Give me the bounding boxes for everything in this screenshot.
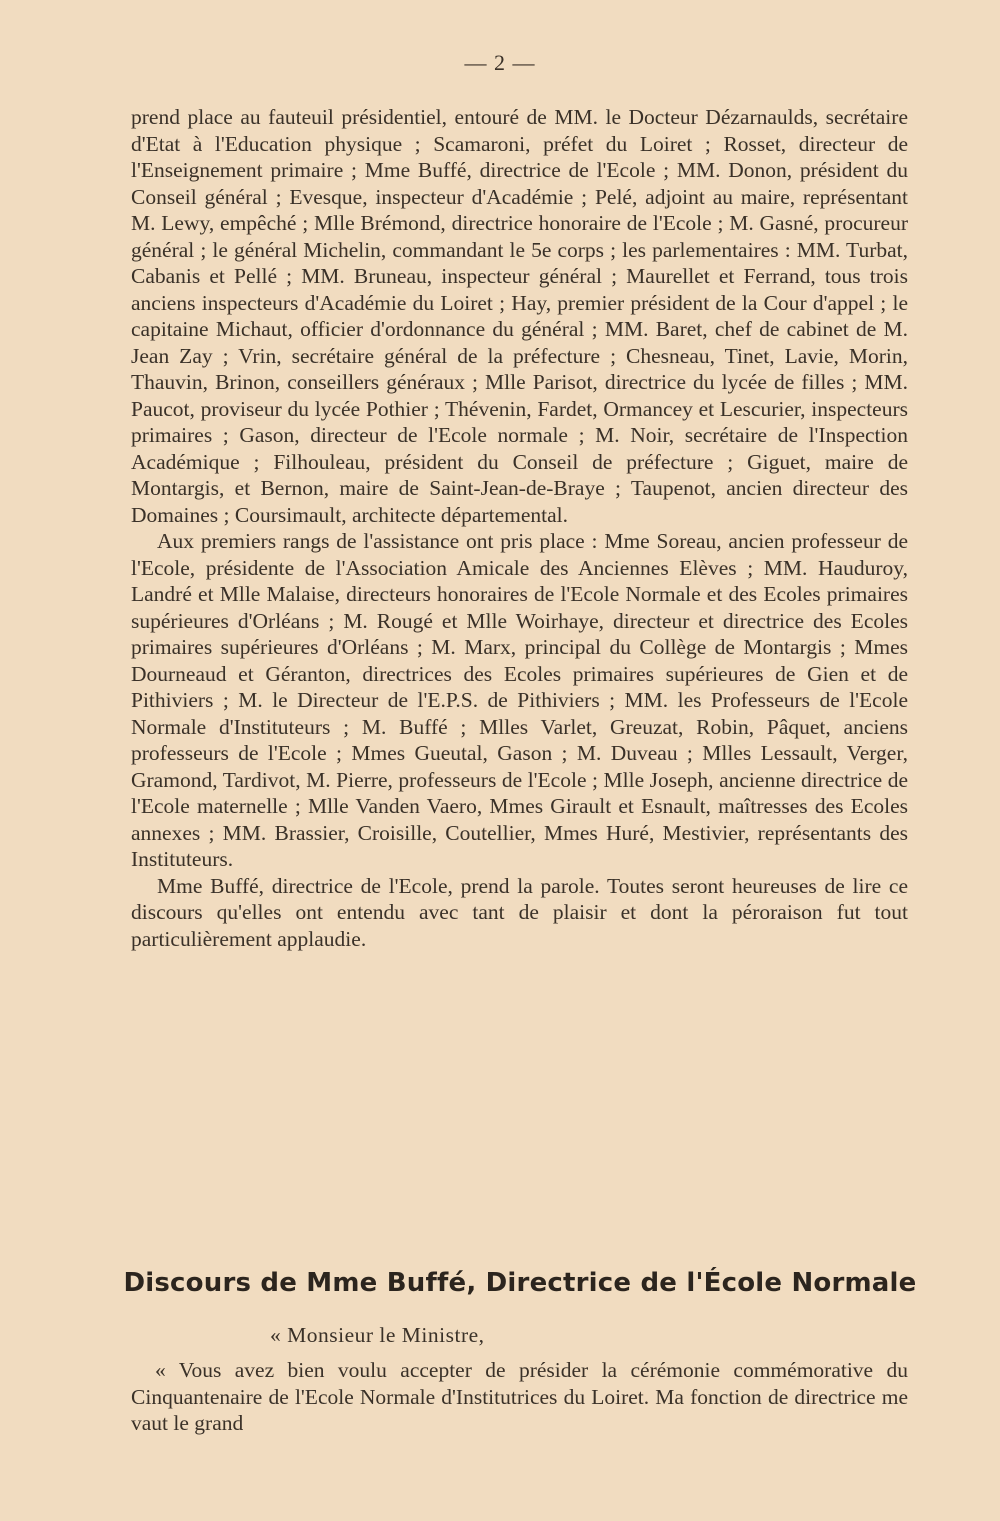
paragraph-speech-intro: Mme Buffé, directrice de l'Ecole, prend la parole. Toutes seront heureuses de lire ce discours qu'elles ont entendu avec tant de plaisir et dont la péroraison fut tout particulièrement applaudie. bbox=[131, 873, 908, 951]
paragraph-attendees: prend place au fauteuil présidentiel, entouré de MM. le Docteur Dézarnaulds, secrétaire d'Etat à l'Education physique ; Scamaroni, préfet du Loiret ; Rosset, directeur de l'Enseignement primaire ; Mme Buffé, directrice de l'Ecole ; MM. Donon, président du Conseil général ; Evesque, inspecteur d'Académie ; Pelé, adjoint au maire, représentant M. Lewy, empêché ; Mlle Brémond, directrice honoraire de l'Ecole ; M. Gasné, procureur général ; le général Michelin, commandant le 5e corps ; les parlementaires : MM. Turbat, Cabanis et Pellé ; MM. Bruneau, inspecteur général ; Maurellet et Ferrand, tous trois anciens inspecteurs d'Académie du Loiret ; Hay, premier président de la Cour d'appel ; le capitaine Michaut, officier d'ordonnance du général ; MM. Baret, chef de cabinet de M. Jean Zay ; Vrin, secrétaire général de la préfecture ; Chesneau, Tinet, Lavie, Morin, Thauvin, Brinon, conseillers généraux ; Mlle Parisot, directrice du lycée de filles ; MM. Paucot, proviseur du lycée Pothier ; Thévenin, Fardet, Ormancey et Lescurier, inspecteurs primaires ; Gason, directeur de l'Ecole normale ; M. Noir, secrétaire de l'Inspection Académique ; Filhouleau, président du Conseil de préfecture ; Giguet, maire de Montargis, et Bernon, maire de Saint-Jean-de-Braye ; Taupenot, ancien directeur des Domaines ; Coursimault, architecte départemental. bbox=[131, 105, 908, 527]
page-number: — 2 — bbox=[464, 50, 536, 75]
section-title: Discours de Mme Buffé, Directrice de l'École Normale bbox=[123, 1268, 917, 1298]
paragraph-audience: Aux premiers rangs de l'assistance ont pris place : Mme Soreau, ancien professeur de l'Ecole, présidente de l'Association Amicale des Anciennes Elèves ; MM. Hauduroy, Landré et Mlle Malaise, directeurs honoraires de l'Ecole Normale et des Ecoles primaires supérieures d'Orléans ; M. Rougé et Mlle Woirhaye, directeur et directrice des Ecoles primaires supérieures d'Orléans ; M. Marx, principal du Collège de Montargis ; Mmes Dourneaud et Géranton, directrices des Ecoles primaires supérieures de Gien et de Pithiviers ; M. le Directeur de l'E.P.S. de Pithiviers ; MM. les Professeurs de l'Ecole Normale d'Instituteurs ; M. Buffé ; Mlles Varlet, Greuzat, Robin, Pâquet, anciens professeurs de l'Ecole ; Mmes Gueutal, Gason ; M. Duveau ; Mlles Lessault, Verger, Gramond, Tardivot, M. Pierre, professeurs de l'Ecole ; Mlle Joseph, ancienne directrice de l'Ecole maternelle ; Mlle Vanden Vaero, Mmes Girault et Esnault, maîtresses des Ecoles annexes ; MM. Brassier, Croisille, Coutellier, Mmes Huré, Mestivier, représentants des Instituteurs. bbox=[131, 529, 908, 871]
salutation: « Monsieur le Ministre, bbox=[270, 1323, 485, 1347]
speech-text bbox=[131, 1357, 908, 1437]
speech-paragraph: « Vous avez bien voulu accepter de présider la cérémonie commémorative du Cinquantenaire de l'Ecole Normale d'Institutrices du Loiret. Ma fonction de directrice me vaut le grand bbox=[131, 1358, 908, 1435]
body-text bbox=[131, 104, 908, 952]
